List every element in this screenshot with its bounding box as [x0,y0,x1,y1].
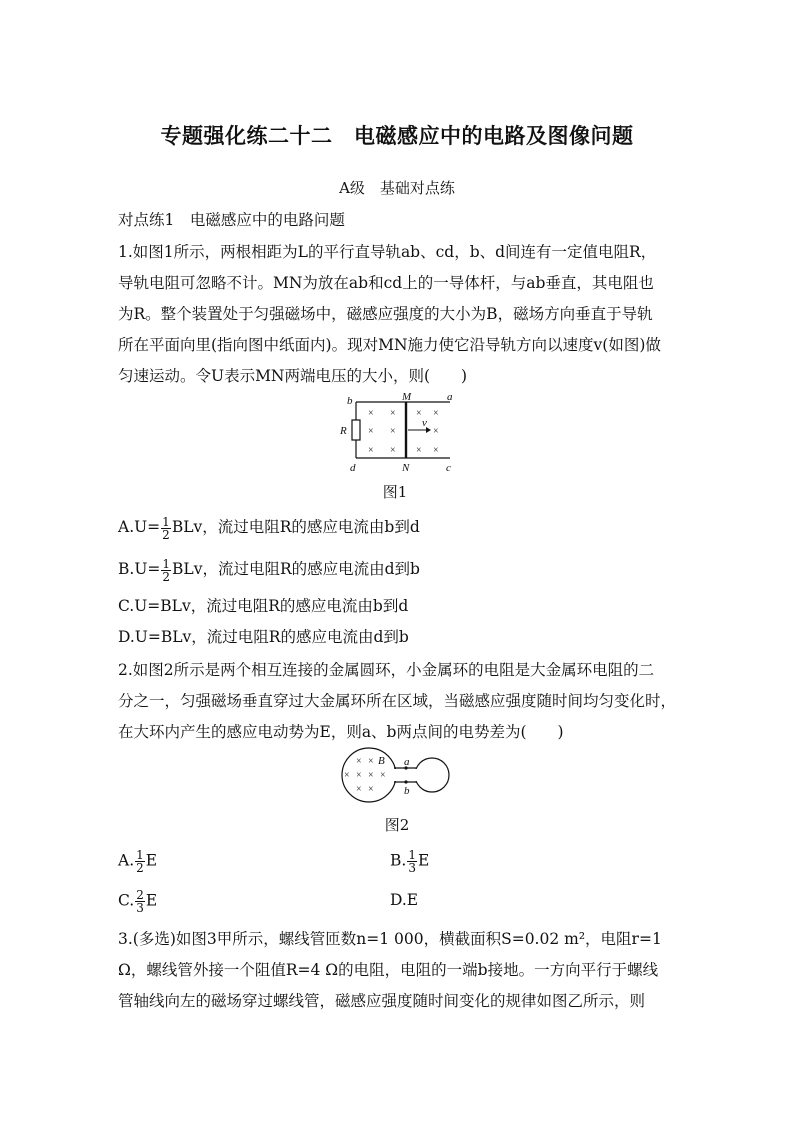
svg-text:×: × [390,445,396,456]
label-n: N [402,462,410,474]
label-b: b [404,785,410,797]
figure-1-caption: 图1 [382,483,408,501]
q2-option-a[interactable]: A. $\frac{1}{2}$ E [118,848,158,875]
svg-text:×: × [433,408,439,419]
figure-2-diagram [336,746,458,806]
figure-1-diagram [330,388,460,476]
svg-text:×: × [380,770,386,781]
fraction: $\frac{1}{2}$ [162,556,171,584]
q1-option-a[interactable]: A.U= $\frac{1}{2}$ BLv，流过电阻R的感应电流由b到d [118,514,420,542]
label-b-field: B [378,755,385,767]
small-ring-icon [415,758,449,792]
q2-line: 2.如图2所示是两个相互连接的金属圆环，小金属环的电阻是大金属环电阻的二 [118,661,655,679]
q1-line: 导轨电阻可忽略不计。MN为放在ab和cd上的一导体杆，与ab垂直，其电阻也 [118,274,654,292]
label-r: R [340,425,347,437]
label-a: a [404,756,410,768]
q1-line: 1.如图1所示，两根相距为L的平行直导轨ab、cd，b、d间连有一定值电阻R， [118,243,657,261]
svg-text:×: × [416,408,422,419]
q1-line: 为R。整个装置处于匀强磁场中，磁感应强度的大小为B，磁场方向垂直于导轨 [118,305,653,323]
q2-line: 分之一，匀强磁场垂直穿过大金属环所在区域，当磁感应强度随时间均匀变化时， [118,692,677,710]
svg-text:×: × [368,770,374,781]
label-m: M [402,391,412,403]
svg-text:×: × [416,445,422,456]
page-title: 专题强化练二十二 电磁感应中的电路及图像问题 [160,123,634,148]
svg-text:×: × [368,784,374,795]
q3-line: 3.(多选)如图3甲所示，螺线管匝数n=1 000，横截面积S=0.02 m²，电阻r=1 [118,930,662,948]
fraction: $\frac{1}{2}$ [162,514,170,542]
svg-text:×: × [390,426,396,437]
resistor-icon [352,420,360,440]
svg-text:×: × [433,445,439,456]
section-heading: 对点练1 电磁感应中的电路问题 [118,211,345,229]
q2-line: 在大环内产生的感应电动势为E，则a、b两点间的电势差为( ) [118,723,564,741]
label-d: d [350,462,356,474]
label-a: a [447,391,453,403]
q1-option-c[interactable]: C.U=BLv，流过电阻R的感应电流由b到d [118,597,409,615]
svg-text:×: × [368,756,374,767]
svg-text:×: × [433,426,439,437]
q3-line: Ω，螺线管外接一个阻值R=4 Ω的电阻，电阻的一端b接地。一方向平行于螺线 [118,961,659,979]
q3-line: 管轴线向左的磁场穿过螺线管，磁感应强度随时间变化的规律如图乙所示，则 [118,992,646,1010]
q1-line: 所在平面向里(指向图中纸面内)。现对MN施力使它沿导轨方向以速度v(如图)做 [118,336,661,354]
svg-text:×: × [356,784,362,795]
figure-2-caption: 图2 [384,816,410,834]
label-b: b [347,395,353,407]
svg-text:×: × [344,770,350,781]
svg-text:×: × [356,756,362,767]
svg-text:×: × [368,426,374,437]
q1-option-d[interactable]: D.U=BLv，流过电阻R的感应电流由d到b [118,628,409,646]
svg-text:×: × [390,408,396,419]
svg-text:×: × [368,445,374,456]
q1-line: 匀速运动。令U表示MN两端电压的大小，则( ) [118,367,468,385]
label-c: c [446,462,451,474]
fraction: $\frac{1}{3}$ [408,848,416,875]
level-heading: A级 基础对点练 [339,179,455,197]
label-v: v [422,417,427,429]
svg-text:×: × [368,408,374,419]
q2-option-d[interactable]: D.E [390,891,419,909]
q1-option-b[interactable]: B.U= $\frac{1}{2}$ BLv，流过电阻R的感应电流由d到b [118,556,420,584]
field-crosses-icon [368,408,439,456]
fraction: $\frac{1}{2}$ [136,848,144,875]
q2-option-b[interactable]: B. $\frac{1}{3}$ E [390,848,430,875]
q2-option-c[interactable]: C. $\frac{2}{3}$ E [118,888,158,915]
svg-text:×: × [356,770,362,781]
fraction: $\frac{2}{3}$ [136,888,144,915]
